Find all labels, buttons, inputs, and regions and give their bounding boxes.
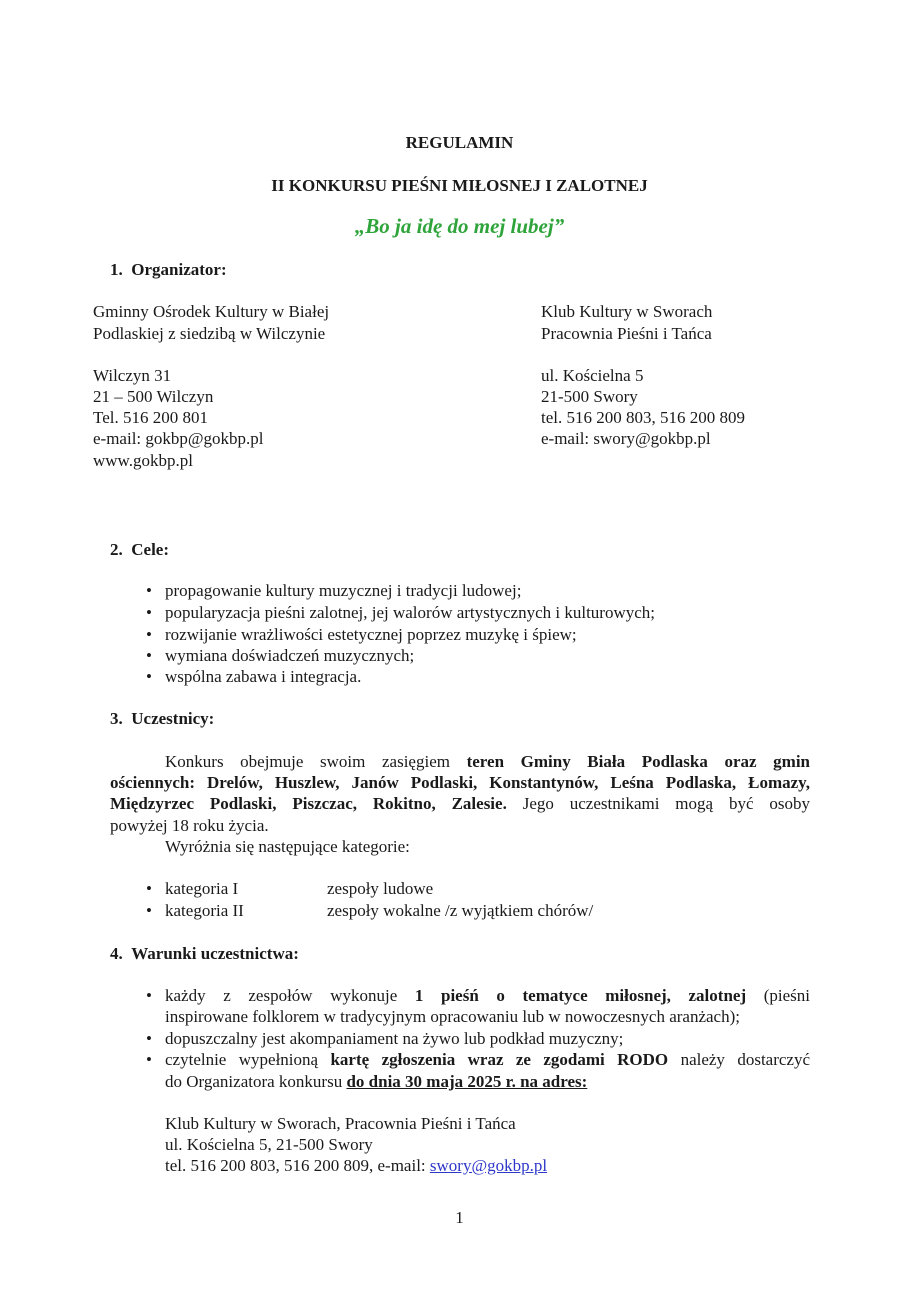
paragraph-bold-text: Międzyrzec Podlaski, Piszczac, Rokitno, Zalesie.: [110, 794, 507, 813]
condition-text: należy dostarczyć: [668, 1050, 811, 1069]
list-item: popularyzacja pieśni zalotnej, jej walorów artystycznych i kulturowych;: [165, 603, 656, 622]
paragraph-text: Konkurs obejmuje swoim zasięgiem: [165, 752, 467, 771]
list-item: wspólna zabawa i integracja.: [165, 667, 362, 686]
bullet-icon: •: [146, 646, 152, 665]
address-line-3: [165, 1155, 547, 1176]
condition-text: każdy z zespołów wykonuje: [165, 986, 415, 1005]
organizer-left-name-1: Gminny Ośrodek Kultury w Białej: [93, 302, 330, 321]
paragraph-text: Jego uczestnikami mogą być osoby: [506, 794, 810, 813]
organizer-right-name-1: Klub Kultury w Sworach: [541, 302, 713, 321]
organizer-left-website: www.gokbp.pl: [93, 451, 193, 470]
address-line-2: ul. Kościelna 5, 21-500 Swory: [165, 1135, 373, 1154]
organizer-left-email: e-mail: gokbp@gokbp.pl: [93, 429, 264, 448]
condition-bold-text: 1 pieśń o tematyce miłosnej, zalotnej: [414, 986, 747, 1005]
organizer-left-phone: Tel. 516 200 801: [93, 408, 208, 427]
bullet-icon: •: [146, 667, 152, 686]
paragraph-bold-text: teren Gminy Biała Podlaska oraz gmin: [466, 752, 810, 771]
organizer-left-address-1: Wilczyn 31: [93, 366, 172, 385]
page-number: 1: [455, 1208, 464, 1227]
bullet-icon: •: [146, 581, 152, 600]
organizer-right-email: e-mail: swory@gokbp.pl: [541, 429, 711, 448]
condition-text: (pieśni: [746, 986, 810, 1005]
condition-bold-text: kartę zgłoszenia wraz ze zgodami RODO: [330, 1050, 669, 1069]
list-item: wymiana doświadczeń muzycznych;: [165, 646, 415, 665]
condition-text: czytelnie wypełnioną: [165, 1050, 331, 1069]
bullet-icon: •: [146, 901, 152, 920]
section-3-heading: 3. Uczestnicy:: [110, 709, 215, 728]
category-name: kategoria I: [165, 879, 239, 898]
bullet-icon: •: [146, 1050, 152, 1069]
condition-item-2: dopuszczalny jest akompaniament na żywo lub podkład muzyczny;: [165, 1029, 624, 1048]
paragraph-line-2: ościennych: Drelów, Huszlew, Janów Podlaski, Konstantynów, Leśna Podlaska, Łomazy,: [110, 773, 810, 792]
paragraph-line-1: [110, 751, 810, 772]
document-title: REGULAMIN: [405, 133, 514, 152]
bullet-icon: •: [146, 1029, 152, 1048]
paragraph-line-3: [110, 793, 810, 814]
condition-item-3-line-2: [165, 1071, 587, 1092]
condition-item-1-line-1: [165, 985, 810, 1006]
bullet-icon: •: [146, 603, 152, 622]
condition-item-3-line-1: [165, 1049, 810, 1070]
organizer-right-address-1: ul. Kościelna 5: [541, 366, 644, 385]
section-2-heading: 2. Cele:: [110, 540, 170, 559]
condition-text: do Organizatora konkursu: [165, 1072, 347, 1091]
address-contact-text: tel. 516 200 803, 516 200 809, e-mail:: [165, 1156, 430, 1175]
category-name: kategoria II: [165, 901, 244, 920]
section-1-heading: 1. Organizator:: [110, 260, 227, 279]
deadline-text: do dnia 30 maja 2025 r. na adres:: [346, 1072, 588, 1091]
document-subtitle: II KONKURSU PIEŚNI MIŁOSNEJ I ZALOTNEJ: [271, 176, 648, 195]
organizer-right-address-2: 21-500 Swory: [541, 387, 638, 406]
condition-item-1-line-2: inspirowane folklorem w tradycyjnym opracowaniu lub w nowoczesnych aranżach);: [165, 1007, 740, 1026]
list-item: propagowanie kultury muzycznej i tradycji ludowej;: [165, 581, 522, 600]
email-link[interactable]: swory@gokbp.pl: [429, 1156, 548, 1175]
address-line-1: Klub Kultury w Sworach, Pracownia Pieśni i Tańca: [165, 1114, 516, 1133]
organizer-left-name-2: Podlaskiej z siedzibą w Wilczynie: [93, 324, 326, 343]
list-item: rozwijanie wrażliwości estetycznej poprzez muzykę i śpiew;: [165, 625, 577, 644]
organizer-left-address-2: 21 – 500 Wilczyn: [93, 387, 214, 406]
category-description: zespoły ludowe: [327, 879, 434, 898]
section-4-heading: 4. Warunki uczestnictwa:: [110, 944, 299, 963]
categories-intro: Wyróżnia się następujące kategorie:: [165, 837, 410, 856]
bullet-icon: •: [146, 879, 152, 898]
organizer-right-name-2: Pracownia Pieśni i Tańca: [541, 324, 712, 343]
bullet-icon: •: [146, 625, 152, 644]
category-description: zespoły wokalne /z wyjątkiem chórów/: [327, 901, 594, 920]
organizer-right-phone: tel. 516 200 803, 516 200 809: [541, 408, 745, 427]
bullet-icon: •: [146, 986, 152, 1005]
contest-motto: „Bo ja idę do mej lubej”: [354, 214, 565, 238]
paragraph-line-4: powyżej 18 roku życia.: [110, 816, 269, 835]
